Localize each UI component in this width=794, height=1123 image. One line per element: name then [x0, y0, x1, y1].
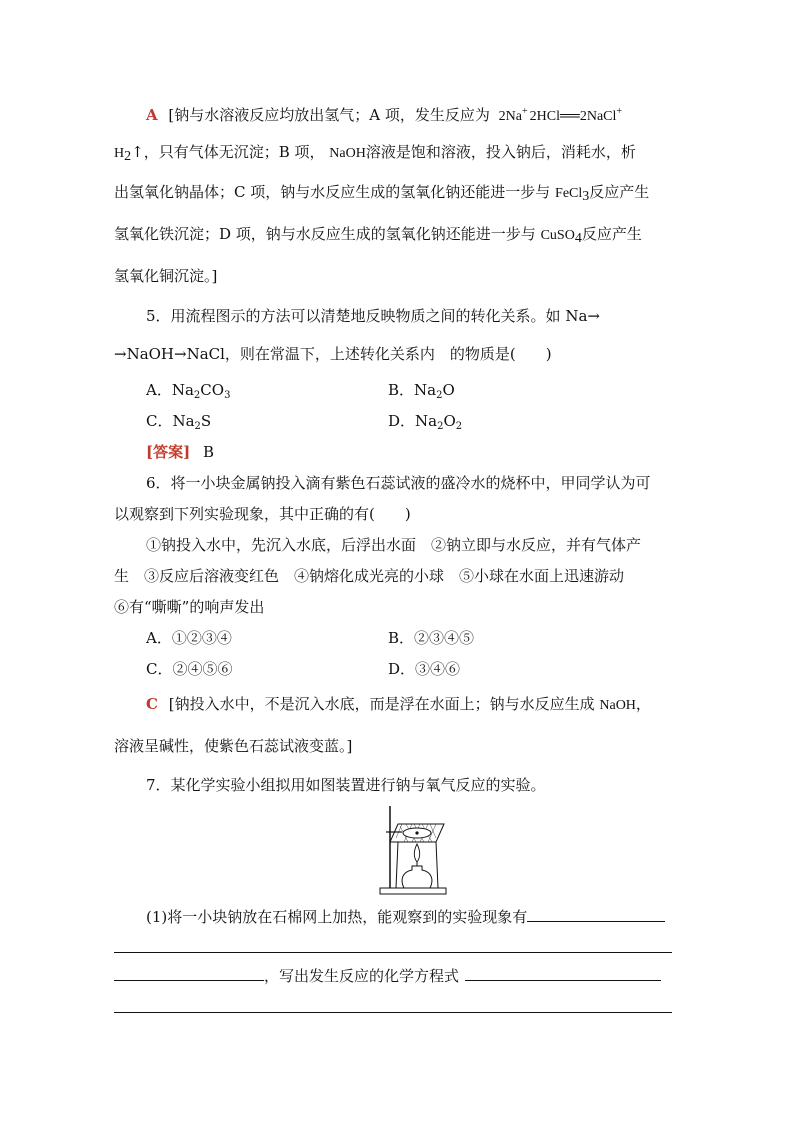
q6-stem-line-2: 以观察到下列实验现象，其中正确的有( ) — [114, 505, 411, 523]
stand-base — [380, 888, 446, 894]
q4-answer-line-1 — [146, 102, 622, 127]
q6-stem-line-4: 生 ③反应后溶液变红色 ④钠熔化成光亮的小球 ⑤小球在水面上迅速游动 — [114, 567, 625, 585]
answer-value: B — [202, 443, 215, 461]
q6-option-b: B．②③④⑤ — [388, 629, 475, 647]
q6-answer-line-1 — [146, 694, 651, 716]
answer-label: [答案] — [146, 443, 191, 461]
option-text: D．Na — [388, 412, 438, 430]
option-text: B．Na — [388, 381, 437, 399]
q5-stem-line-2: →NaOH→NaCl，则在常温下，上述转化关系内 的物质是( ) — [114, 345, 552, 363]
q6-stem-line-5: ⑥有“嘶嘶”的响声发出 — [114, 598, 265, 616]
option-text: CO — [200, 381, 225, 399]
q6-option-c: C．②④⑤⑥ — [146, 660, 233, 678]
q6-option-d: D．③④⑥ — [388, 660, 461, 678]
subscript: 4 — [574, 231, 582, 246]
q7-part-1-line-3 — [114, 966, 661, 986]
eq-product-1: 2NaCl — [579, 109, 617, 124]
eq-reactant-1: 2Na — [498, 109, 522, 124]
q4-answer-text: [钠与水溶液反应均放出氢气；A 项，发生反应为 — [168, 106, 490, 124]
plus-sign: + — [522, 106, 528, 117]
q4-answer-text: 溶液是饱和溶液，投入钠后，消耗水，析 — [365, 143, 636, 161]
alcohol-lamp — [402, 866, 432, 888]
answer-blank-line[interactable] — [114, 1012, 672, 1013]
q5-answer — [146, 442, 214, 462]
q6-option-a: A．①②③④ — [146, 629, 232, 647]
subscript: 2 — [193, 390, 201, 401]
answer-letter: C — [146, 695, 158, 713]
naoh-formula: NaOH — [329, 146, 366, 161]
fecl3-formula: FeCl — [555, 186, 583, 201]
eq-sign: ══ — [559, 109, 580, 124]
subscript: 2 — [436, 390, 443, 401]
option-text: A．Na — [146, 381, 194, 399]
q4-answer-line-3 — [114, 182, 649, 207]
q5-stem-line-1: 5．用流程图示的方法可以清楚地反映物质之间的转化关系。如 Na→ — [146, 307, 600, 325]
eq-reactant-2: 2HCl — [529, 109, 560, 124]
subscript: 2 — [437, 421, 444, 432]
option-text: O — [442, 381, 455, 399]
h2-formula: H — [114, 146, 125, 161]
answer-blank[interactable] — [465, 966, 661, 981]
q7-part-1-text: ，写出发生反应的化学方程式 — [264, 967, 460, 985]
q7-stem: 7．某化学实验小组拟用如图装置进行钠与氧气反应的实验。 — [146, 776, 546, 794]
q5-option-c — [146, 411, 211, 437]
plus-sign: + — [616, 106, 623, 117]
heating-apparatus-figure — [378, 804, 450, 896]
q4-answer-line-5 — [114, 266, 217, 286]
q5-option-b — [388, 380, 455, 406]
q4-answer-line-4 — [114, 224, 642, 249]
q5-option-a — [146, 380, 230, 406]
punctuation: ， — [635, 695, 651, 713]
q4-answer-text: 反应产生 — [581, 225, 642, 243]
q4-answer-text: ↑，只有气体无沉淀；B 项， — [131, 143, 325, 161]
answer-blank[interactable] — [527, 907, 665, 922]
tripod-leg — [436, 842, 438, 888]
q6-answer-line-2: 溶液呈碱性，使紫色石蕊试液变蓝。] — [114, 737, 353, 755]
q4-answer-text: 出氢氧化钠晶体；C 项，钠与水反应生成的氢氧化钠还能进一步与 — [114, 183, 551, 201]
q7-part-1-text: (1)将一小块钠放在石棉网上加热，能观察到的实验现象有 — [146, 908, 528, 926]
q6-stem-line-1: 6．将一小块金属钠投入滴有紫色石蕊试液的盛冷水的烧杯中，甲同学认为可 — [146, 474, 651, 492]
option-text: C．Na — [146, 412, 195, 430]
q4-answer-text: 氢氧化铁沉淀；D 项，钠与水反应生成的氢氧化钠还能进一步与 — [114, 225, 536, 243]
answer-blank[interactable] — [114, 966, 264, 981]
q4-answer-text: 反应产生 — [589, 183, 650, 201]
naoh-formula: NaOH — [599, 698, 636, 713]
flame — [414, 844, 419, 862]
subscript: 2 — [124, 149, 132, 164]
q4-answer-line-2 — [114, 142, 636, 167]
answer-blank-line[interactable] — [114, 952, 672, 953]
subscript: 2 — [455, 421, 463, 432]
sodium-piece — [415, 831, 418, 834]
q5-option-d — [388, 411, 462, 437]
q6-answer-text: [钠投入水中，不是沉入水底，而是浮在水面上；钠与水反应生成 — [168, 695, 595, 713]
option-text: O — [443, 412, 456, 430]
subscript: 3 — [224, 390, 231, 401]
q6-stem-line-3: ①钠投入水中，先沉入水底，后浮出水面 ②钠立即与水反应，并有气体产 — [146, 536, 642, 554]
subscript: 3 — [582, 189, 590, 204]
q4-answer-text: 氢氧化铜沉淀。] — [114, 267, 218, 285]
subscript: 2 — [194, 421, 201, 432]
equation — [498, 106, 623, 124]
tripod-leg — [396, 842, 398, 888]
cuso4-formula: CuSO — [540, 228, 575, 243]
q7-part-1-line-1 — [146, 907, 665, 927]
option-text: S — [200, 412, 212, 430]
answer-letter: A — [146, 106, 158, 124]
